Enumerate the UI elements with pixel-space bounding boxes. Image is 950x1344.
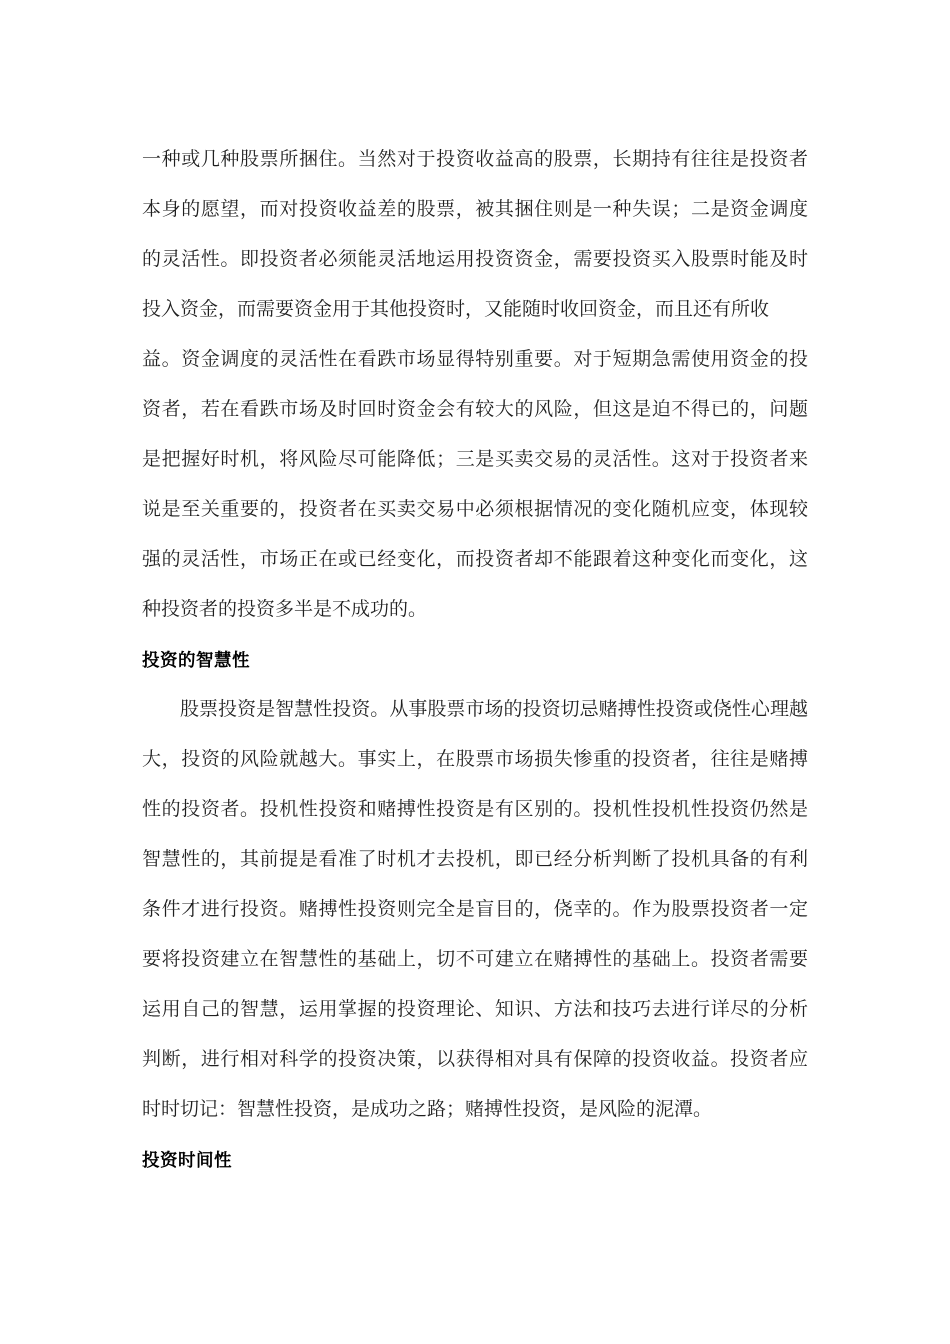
text-line: 要将投资建立在智慧性的基础上，切不可建立在赌搏性的基础上。投资者需要 xyxy=(142,949,808,970)
text-line: 种投资者的投资多半是不成功的。 xyxy=(142,599,428,620)
text-line: 条件才进行投资。赌搏性投资则完全是盲目的，侥幸的。作为股票投资者一定 xyxy=(142,899,808,920)
text-line: 运用自己的智慧，运用掌握的投资理论、知识、方法和技巧去进行详尽的分析 xyxy=(142,999,808,1020)
text-line: 智慧性的，其前提是看准了时机才去投机，即已经分析判断了投机具备的有利 xyxy=(142,849,808,870)
text-line: 的灵活性。即投资者必须能灵活地运用投资资金，需要投资买入股票时能及时 xyxy=(142,249,808,270)
document-body xyxy=(142,135,808,1185)
text-line: 投入资金，而需要资金用于其他投资时，又能随时收回资金，而且还有所收 xyxy=(142,299,770,320)
heading-investment-wisdom: 投资的智慧性 xyxy=(142,650,250,670)
text-line: 资者，若在看跌市场及时回时资金会有较大的风险，但这是迫不得已的，问题 xyxy=(142,399,808,420)
text-line: 一种或几种股票所捆住。当然对于投资收益高的股票，长期持有往往是投资者 xyxy=(142,149,808,170)
text-line: 性的投资者。投机性投资和赌搏性投资是有区别的。投机性投机性投资仍然是 xyxy=(142,799,808,820)
paragraph-investment-wisdom xyxy=(142,685,808,1135)
text-line: 时时切记：智慧性投资，是成功之路；赌搏性投资，是风险的泥潭。 xyxy=(142,1099,713,1120)
text-line: 强的灵活性，市场正在或已经变化，而投资者却不能跟着这种变化而变化，这 xyxy=(142,549,808,570)
heading-investment-timing: 投资时间性 xyxy=(142,1150,232,1170)
text-line: 本身的愿望，而对投资收益差的股票，被其捆住则是一种失误；二是资金调度 xyxy=(142,199,808,220)
text-line: 益。资金调度的灵活性在看跌市场显得特别重要。对于短期急需使用资金的投 xyxy=(142,349,808,370)
text-line: 股票投资是智慧性投资。从事股票市场的投资切忌赌搏性投资或侥性心理越 xyxy=(180,699,808,720)
text-line: 大，投资的风险就越大。事实上，在股票市场损失惨重的投资者，往往是赌搏 xyxy=(142,749,808,770)
text-line: 说是至关重要的，投资者在买卖交易中必须根据情况的变化随机应变，体现较 xyxy=(142,499,808,520)
paragraph-investment-flexibility xyxy=(142,135,808,635)
text-line: 判断，进行相对科学的投资决策，以获得相对具有保障的投资收益。投资者应 xyxy=(142,1049,808,1070)
text-line: 是把握好时机，将风险尽可能降低；三是买卖交易的灵活性。这对于投资者来 xyxy=(142,449,808,470)
